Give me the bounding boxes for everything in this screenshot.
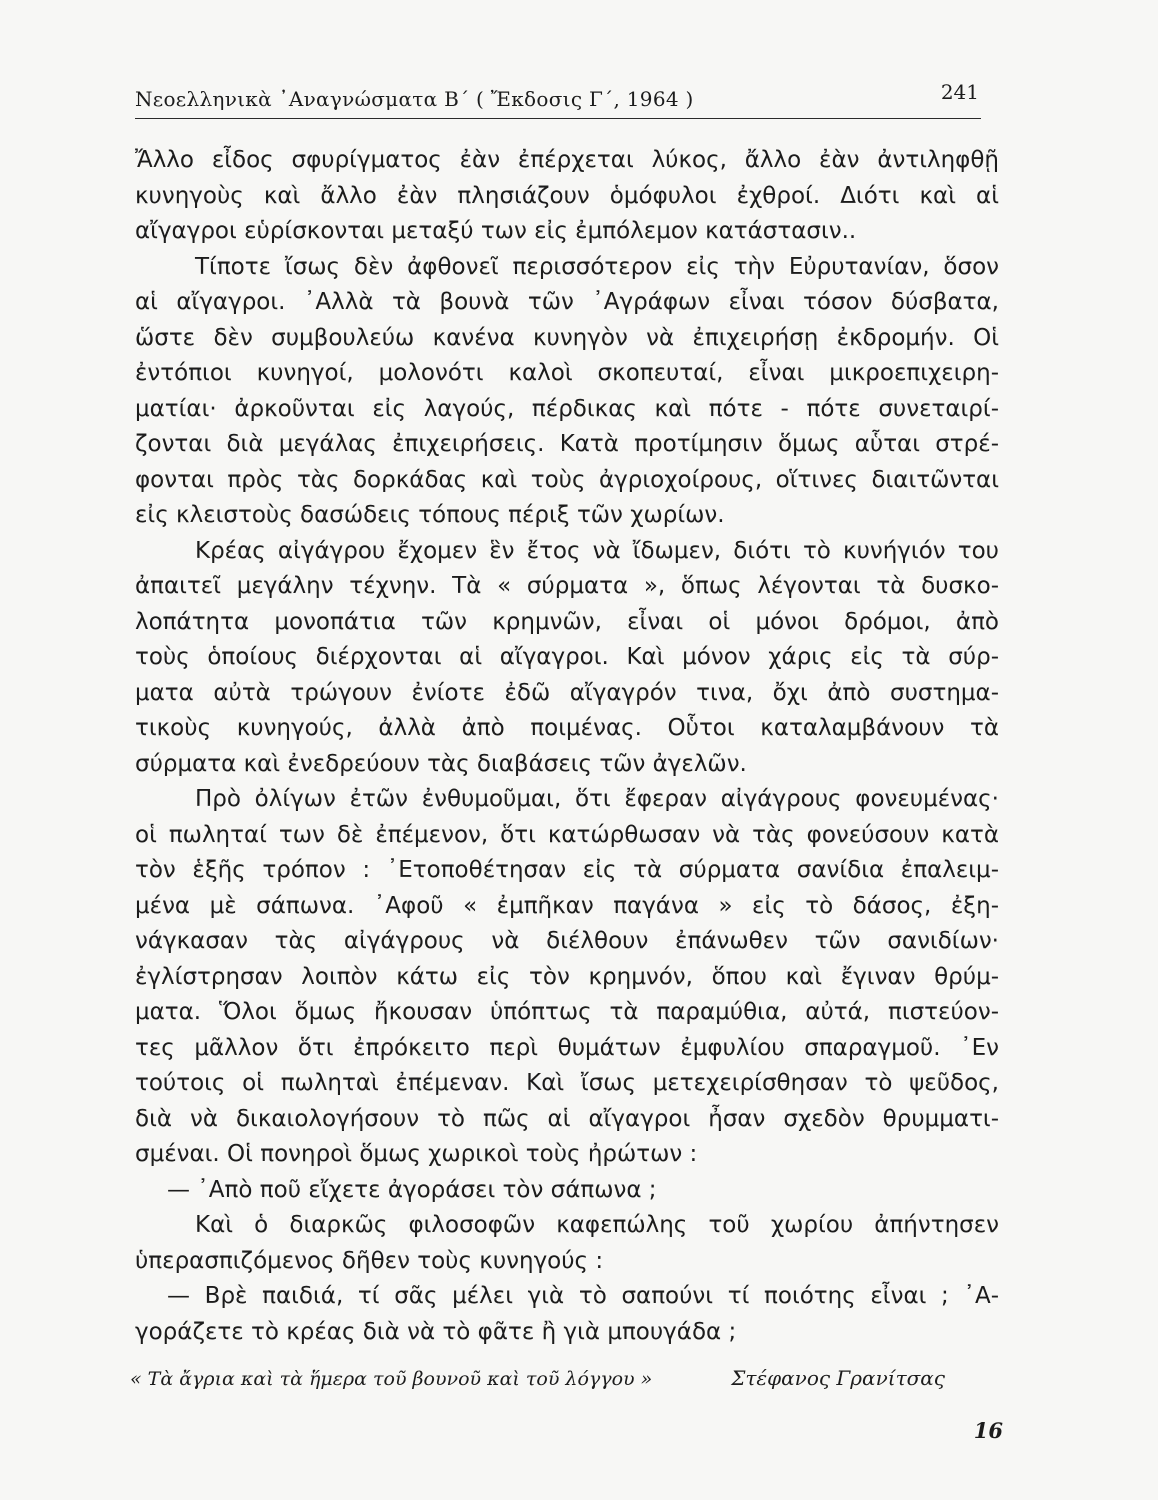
text-line: ὥστε δὲν συμβουλεύω κανένα κυνηγὸν νὰ ἐπιχειρήσῃ ἐκδρομήν. Οἱ	[135, 324, 999, 351]
text-line: οἱ πωληταί των δὲ ἐπέμενον, ὅτι κατώρθωσαν νὰ τὰς φονεύσουν κατὰ	[135, 821, 999, 848]
text-line: ὑπερασπιζόμενος δῆθεν τοὺς κυνηγούς :	[135, 1247, 604, 1274]
text-line: τες μᾶλλον ὅτι ἐπρόκειτο περὶ θυμάτων ἐμφυλίου σπαραγμοῦ. ᾿Εν	[135, 1034, 999, 1061]
text-line: ματα αὐτὰ τρώγουν ἐνίοτε ἐδῶ αἴγαγρόν τινα, ὄχι ἀπὸ συστημα-	[135, 679, 999, 706]
text-line: ματα. Ὅλοι ὅμως ἤκουσαν ὑπόπτως τὰ παραμύθια, αὐτά, πιστεύον-	[135, 999, 999, 1025]
dialogue-line: — Βρὲ παιδιά, τί σᾶς μέλει γιὰ τὸ σαπούνι τί ποιότης εἶναι ; ᾿Α-	[167, 1283, 999, 1309]
text-line: τούτοις οἱ πωληταὶ ἐπέμεναν. Καὶ ἴσως μετεχειρίσθησαν τὸ ψεῦδος,	[135, 1070, 999, 1096]
text-line: Πρὸ ὀλίγων ἐτῶν ἐνθυμοῦμαι, ὅτι ἔφεραν αἰγάγρους φονευμένας·	[195, 786, 999, 812]
running-header	[135, 78, 981, 119]
text-line: Καὶ ὁ διαρκῶς φιλοσοφῶν καφεπώλης τοῦ χωρίου ἀπήντησεν	[195, 1212, 999, 1238]
text-line: λοπάτητα μονοπάτια τῶν κρημνῶν, εἶναι οἱ μόνοι δρόμοι, ἀπὸ	[135, 608, 999, 635]
citation-source: « Τὰ ἄγρια καὶ τὰ ἥμερα τοῦ βουνοῦ καὶ τοῦ λόγγου »	[130, 1368, 653, 1390]
text-line: σμέναι. Οἱ πονηροὶ ὅμως χωρικοὶ τοὺς ἠρώτων :	[135, 1141, 698, 1167]
text-line: αἱ αἴγαγροι. ᾿Αλλὰ τὰ βουνὰ τῶν ᾿Αγράφων εἶναι τόσον δύσβατα,	[135, 289, 999, 315]
text-line: εἰς κλειστοὺς δασώδεις τόπους πέριξ τῶν χωρίων.	[135, 502, 725, 528]
text-line: κυνηγοὺς καὶ ἄλλο ἐὰν πλησιάζουν ὁμόφυλοι ἐχθροί. Διότι καὶ αἱ	[135, 182, 999, 209]
header-title: Νεοελληνικὰ ᾿Αναγνώσματα Β΄ ( Ἔκδοσις Γ΄, 1964 )	[135, 87, 694, 111]
text-line: διὰ νὰ δικαιολογήσουν τὸ πῶς αἱ αἴγαγροι ἦσαν σχεδὸν θρυμματι-	[135, 1105, 999, 1132]
text-line: γοράζετε τὸ κρέας διὰ νὰ τὸ φᾶτε ἢ γιὰ μπουγάδα ;	[135, 1318, 737, 1345]
text-line: σύρματα καὶ ἐνεδρεύουν τὰς διαβάσεις τῶν ἀγελῶν.	[135, 750, 747, 777]
text-line: Τίποτε ἴσως δὲν ἀφθονεῖ περισσότερον εἰς τὴν Εὐρυτανίαν, ὅσον	[195, 253, 999, 280]
text-line: ἐντόπιοι κυνηγοί, μολονότι καλοὶ σκοπευταί, εἶναι μικροεπιχειρη-	[135, 360, 999, 386]
citation-author: Στέφανος Γρανίτσας	[731, 1366, 945, 1390]
text-line: τικοὺς κυνηγούς, ἀλλὰ ἀπὸ ποιμένας. Οὗτοι καταλαμβάνουν τὰ	[135, 715, 999, 741]
text-line: μένα μὲ σάπωνα. ᾿Αφοῦ « ἐμπῆκαν παγάνα » εἰς τὸ δάσος, ἐξη-	[135, 892, 999, 919]
text-line: τὸν ἑξῆς τρόπον : ᾿Ετοποθέτησαν εἰς τὰ σύρματα σανίδια ἐπαλειμ-	[135, 857, 999, 883]
body-text	[135, 143, 999, 1350]
text-line: τοὺς ὁποίους διέρχονται αἱ αἴγαγροι. Καὶ μόνον χάρις εἰς τὰ σύρ-	[135, 644, 999, 670]
citation	[130, 1362, 945, 1396]
text-line: φονται πρὸς τὰς δορκάδας καὶ τοὺς ἀγριοχοίρους, οἵτινες διαιτῶνται	[135, 466, 999, 493]
text-line: ἐγλίστρησαν λοιπὸν κάτω εἰς τὸν κρημνόν, ὅπου καὶ ἔγιναν θρύμ-	[135, 963, 999, 990]
text-line: ματίαι· ἀρκοῦνται εἰς λαγούς, πέρδικας καὶ πότε - πότε συνεταιρί-	[135, 395, 999, 422]
text-line: ζονται διὰ μεγάλας ἐπιχειρήσεις. Κατὰ προτίμησιν ὅμως αὗται στρέ-	[135, 431, 999, 457]
page-number: 241	[940, 80, 979, 104]
text-line: αἴγαγροι εὑρίσκονται μεταξύ των εἰς ἐμπόλεμον κατάστασιν..	[135, 218, 857, 244]
text-line: νάγκασαν τὰς αἰγάγρους νὰ διέλθουν ἐπάνωθεν τῶν σανιδίων·	[135, 928, 999, 954]
signature-mark: 16	[973, 1418, 1003, 1443]
text-line: ἀπαιτεῖ μεγάλην τέχνην. Τὰ « σύρματα », ὅπως λέγονται τὰ δυσκο-	[135, 573, 999, 599]
dialogue-line: — ᾿Απὸ ποῦ εἴχετε ἀγοράσει τὸν σάπωνα ;	[167, 1176, 657, 1203]
text-line: Κρέας αἰγάγρου ἔχομεν ἓν ἔτος νὰ ἴδωμεν, διότι τὸ κυνήγιόν του	[195, 537, 999, 564]
text-line: Ἄλλο εἶδος σφυρίγματος ἐὰν ἐπέρχεται λύκος, ἄλλο ἐὰν ἀντιληφθῇ	[135, 147, 999, 173]
